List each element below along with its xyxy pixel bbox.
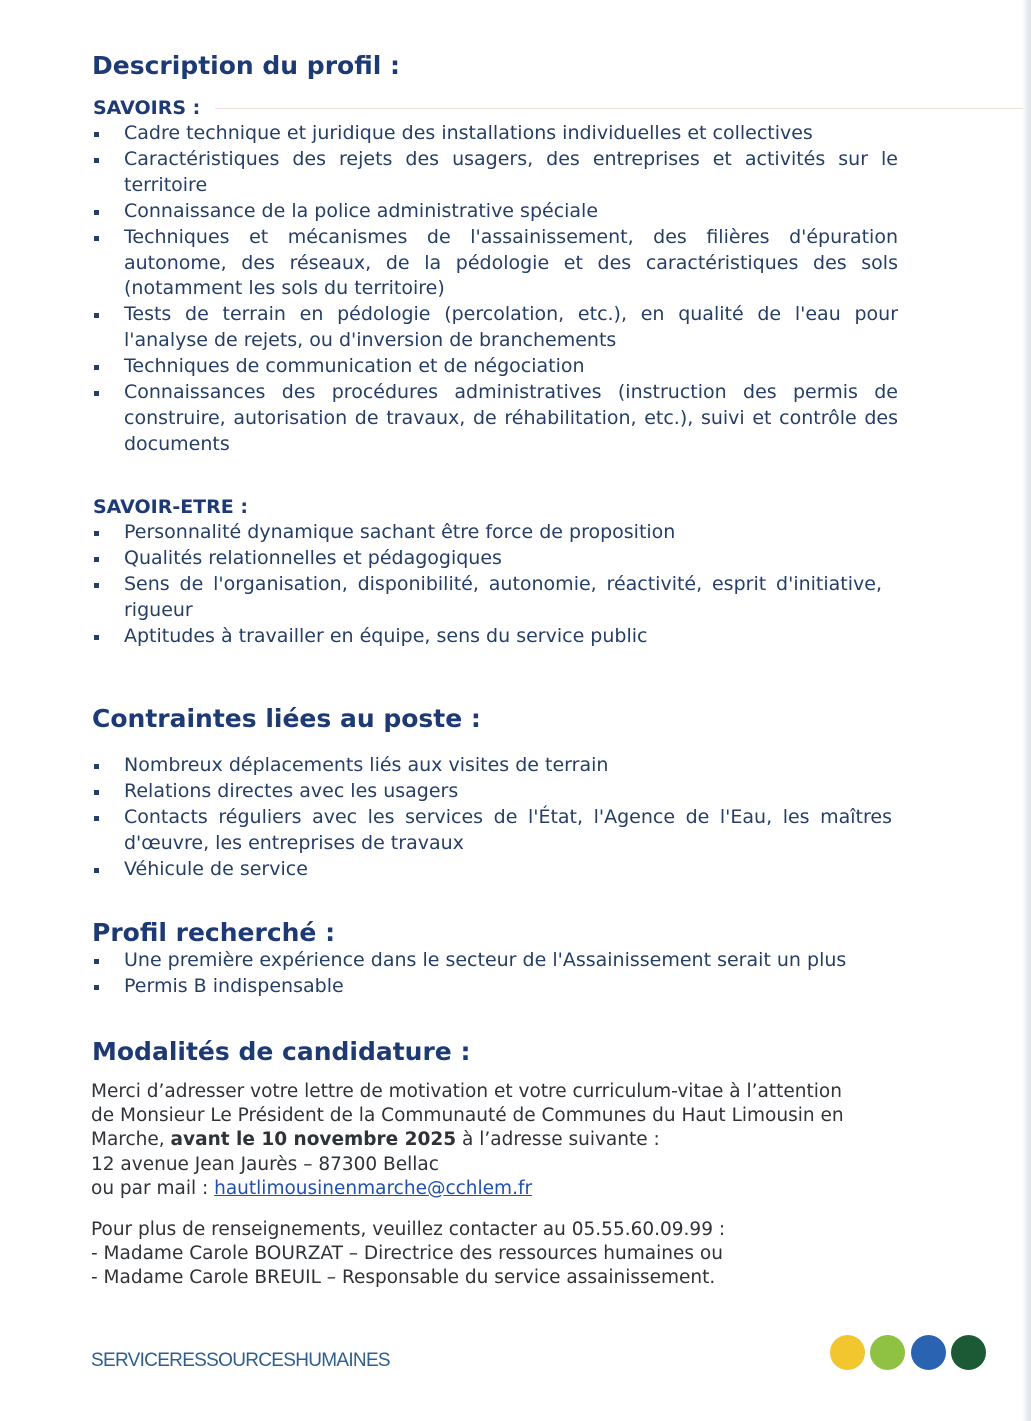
list-item (92, 974, 846, 1000)
square-bullet-icon (94, 635, 99, 640)
list-item (92, 546, 882, 572)
page-edge-shadow (1022, 0, 1031, 1421)
blue-dot-icon (911, 1335, 946, 1370)
mail-line (91, 1177, 844, 1201)
square-bullet-icon (94, 391, 99, 396)
list-item (92, 857, 892, 883)
square-bullet-icon (94, 868, 99, 873)
square-bullet-icon (94, 985, 99, 990)
savoir-etre-heading: SAVOIR-ETRE : (93, 496, 248, 518)
square-bullet-icon (94, 816, 99, 821)
savoirs-heading: SAVOIRS : (93, 97, 201, 119)
modalites-paragraph (91, 1080, 844, 1201)
square-bullet-icon (94, 158, 99, 163)
list-item (92, 302, 898, 354)
list-item-text: Qualités relationnelles et pédagogiques (124, 546, 502, 569)
contact-paragraph (91, 1218, 725, 1291)
list-item-text: Techniques de communication et de négociation (124, 355, 585, 378)
list-item-text: Cadre technique et juridique des installations individuelles et collectives (124, 122, 813, 144)
list-item-text: Une première expérience dans le secteur de l'Assainissement serait un plus (124, 949, 847, 971)
list-item (92, 354, 898, 380)
list-item-text: Connaissance de la police administrative spéciale (124, 199, 599, 222)
list-item (92, 753, 892, 779)
square-bullet-icon (94, 365, 99, 370)
list-item (92, 779, 892, 805)
contact-person-1: - Madame Carole BOURZAT – Directrice des ressources humaines ou (91, 1243, 723, 1265)
list-item (92, 121, 898, 147)
list-item (92, 199, 898, 225)
list-item (92, 572, 882, 624)
description-heading: Description du profil : (92, 51, 400, 80)
profil-heading: Profil recherché : (92, 918, 336, 947)
list-item (92, 948, 846, 974)
list-item-text: Sens de l'organisation, disponibilité, autonomie, réactivité, esprit d'initiative, rigueur (124, 572, 882, 621)
list-item-text: Caractéristiques des rejets des usagers, des entreprises et activités sur le territoire (124, 147, 898, 196)
profil-list (92, 948, 846, 1000)
square-bullet-icon (94, 583, 99, 588)
modalites-line-3-end: à l’adresse suivante : (456, 1129, 660, 1151)
list-item-text: Permis B indispensable (124, 974, 344, 997)
faint-divider (215, 108, 1023, 109)
list-item (92, 624, 882, 650)
contraintes-list (92, 753, 892, 883)
square-bullet-icon (94, 236, 99, 241)
contact-person-2: - Madame Carole BREUIL – Responsable du service assainissement. (91, 1267, 716, 1289)
list-item (92, 380, 898, 458)
square-bullet-icon (94, 313, 99, 318)
list-item-text: Connaissances des procédures administratives (instruction des permis de construire, autorisation de travaux, de réhabilitation, etc.), suivi et contrôle des documents (124, 381, 898, 455)
postal-address: 12 avenue Jean Jaurès – 87300 Bellac (91, 1153, 439, 1175)
square-bullet-icon (94, 531, 99, 536)
list-item-text: Véhicule de service (124, 857, 308, 880)
list-item-text: Nombreux déplacements liés aux visites de terrain (124, 754, 609, 776)
savoir-etre-list (92, 520, 882, 650)
list-item-text: Tests de terrain en pédologie (percolation, etc.), en qualité de l'eau pour l'analyse de rejets, ou d'inversion de branchements (124, 303, 898, 352)
email-link[interactable]: hautlimousinenmarche@cchlem.fr (214, 1177, 533, 1199)
list-item-text: Relations directes avec les usagers (124, 779, 459, 802)
mail-prefix: ou par mail : (91, 1177, 215, 1199)
savoirs-list (92, 121, 898, 458)
footer-service-label: SERVICERESSOURCESHUMAINES (91, 1350, 390, 1371)
square-bullet-icon (94, 959, 99, 964)
modalites-line-3 (91, 1128, 844, 1152)
modalites-line-3-start: Marche, (91, 1129, 171, 1151)
list-item (92, 147, 898, 199)
modalites-line-2: de Monsieur Le Président de la Communauté de Communes du Haut Limousin en (91, 1105, 844, 1127)
contact-intro: Pour plus de renseignements, veuillez contacter au 05.55.60.09.99 : (91, 1219, 726, 1240)
list-item (92, 520, 882, 546)
modalites-line-1: Merci d’adresser votre lettre de motivation et votre curriculum-vitae à l’attention (91, 1081, 842, 1102)
deadline-text: avant le 10 novembre 2025 (170, 1129, 457, 1151)
square-bullet-icon (94, 210, 99, 215)
modalites-heading: Modalités de candidature : (92, 1037, 471, 1066)
square-bullet-icon (94, 557, 99, 562)
green-dot-icon (870, 1335, 905, 1370)
list-item (92, 225, 898, 303)
yellow-dot-icon (830, 1335, 865, 1370)
square-bullet-icon (94, 132, 99, 137)
list-item-text: Aptitudes à travailler en équipe, sens du service public (124, 624, 648, 647)
list-item-text: Contacts réguliers avec les services de l'État, l'Agence de l'Eau, les maîtres d'œuvre, les entreprises de travaux (124, 805, 892, 854)
list-item (92, 805, 892, 857)
dark-green-dot-icon (951, 1335, 986, 1370)
list-item-text: Personnalité dynamique sachant être force de proposition (124, 521, 676, 543)
list-item-text: Techniques et mécanismes de l'assainissement, des filières d'épuration autonome, des réseaux, de la pédologie et des caractéristiques des sols (notamment les sols du territoire) (124, 225, 898, 300)
contraintes-heading: Contraintes liées au poste : (92, 704, 481, 733)
square-bullet-icon (94, 764, 99, 769)
square-bullet-icon (94, 790, 99, 795)
